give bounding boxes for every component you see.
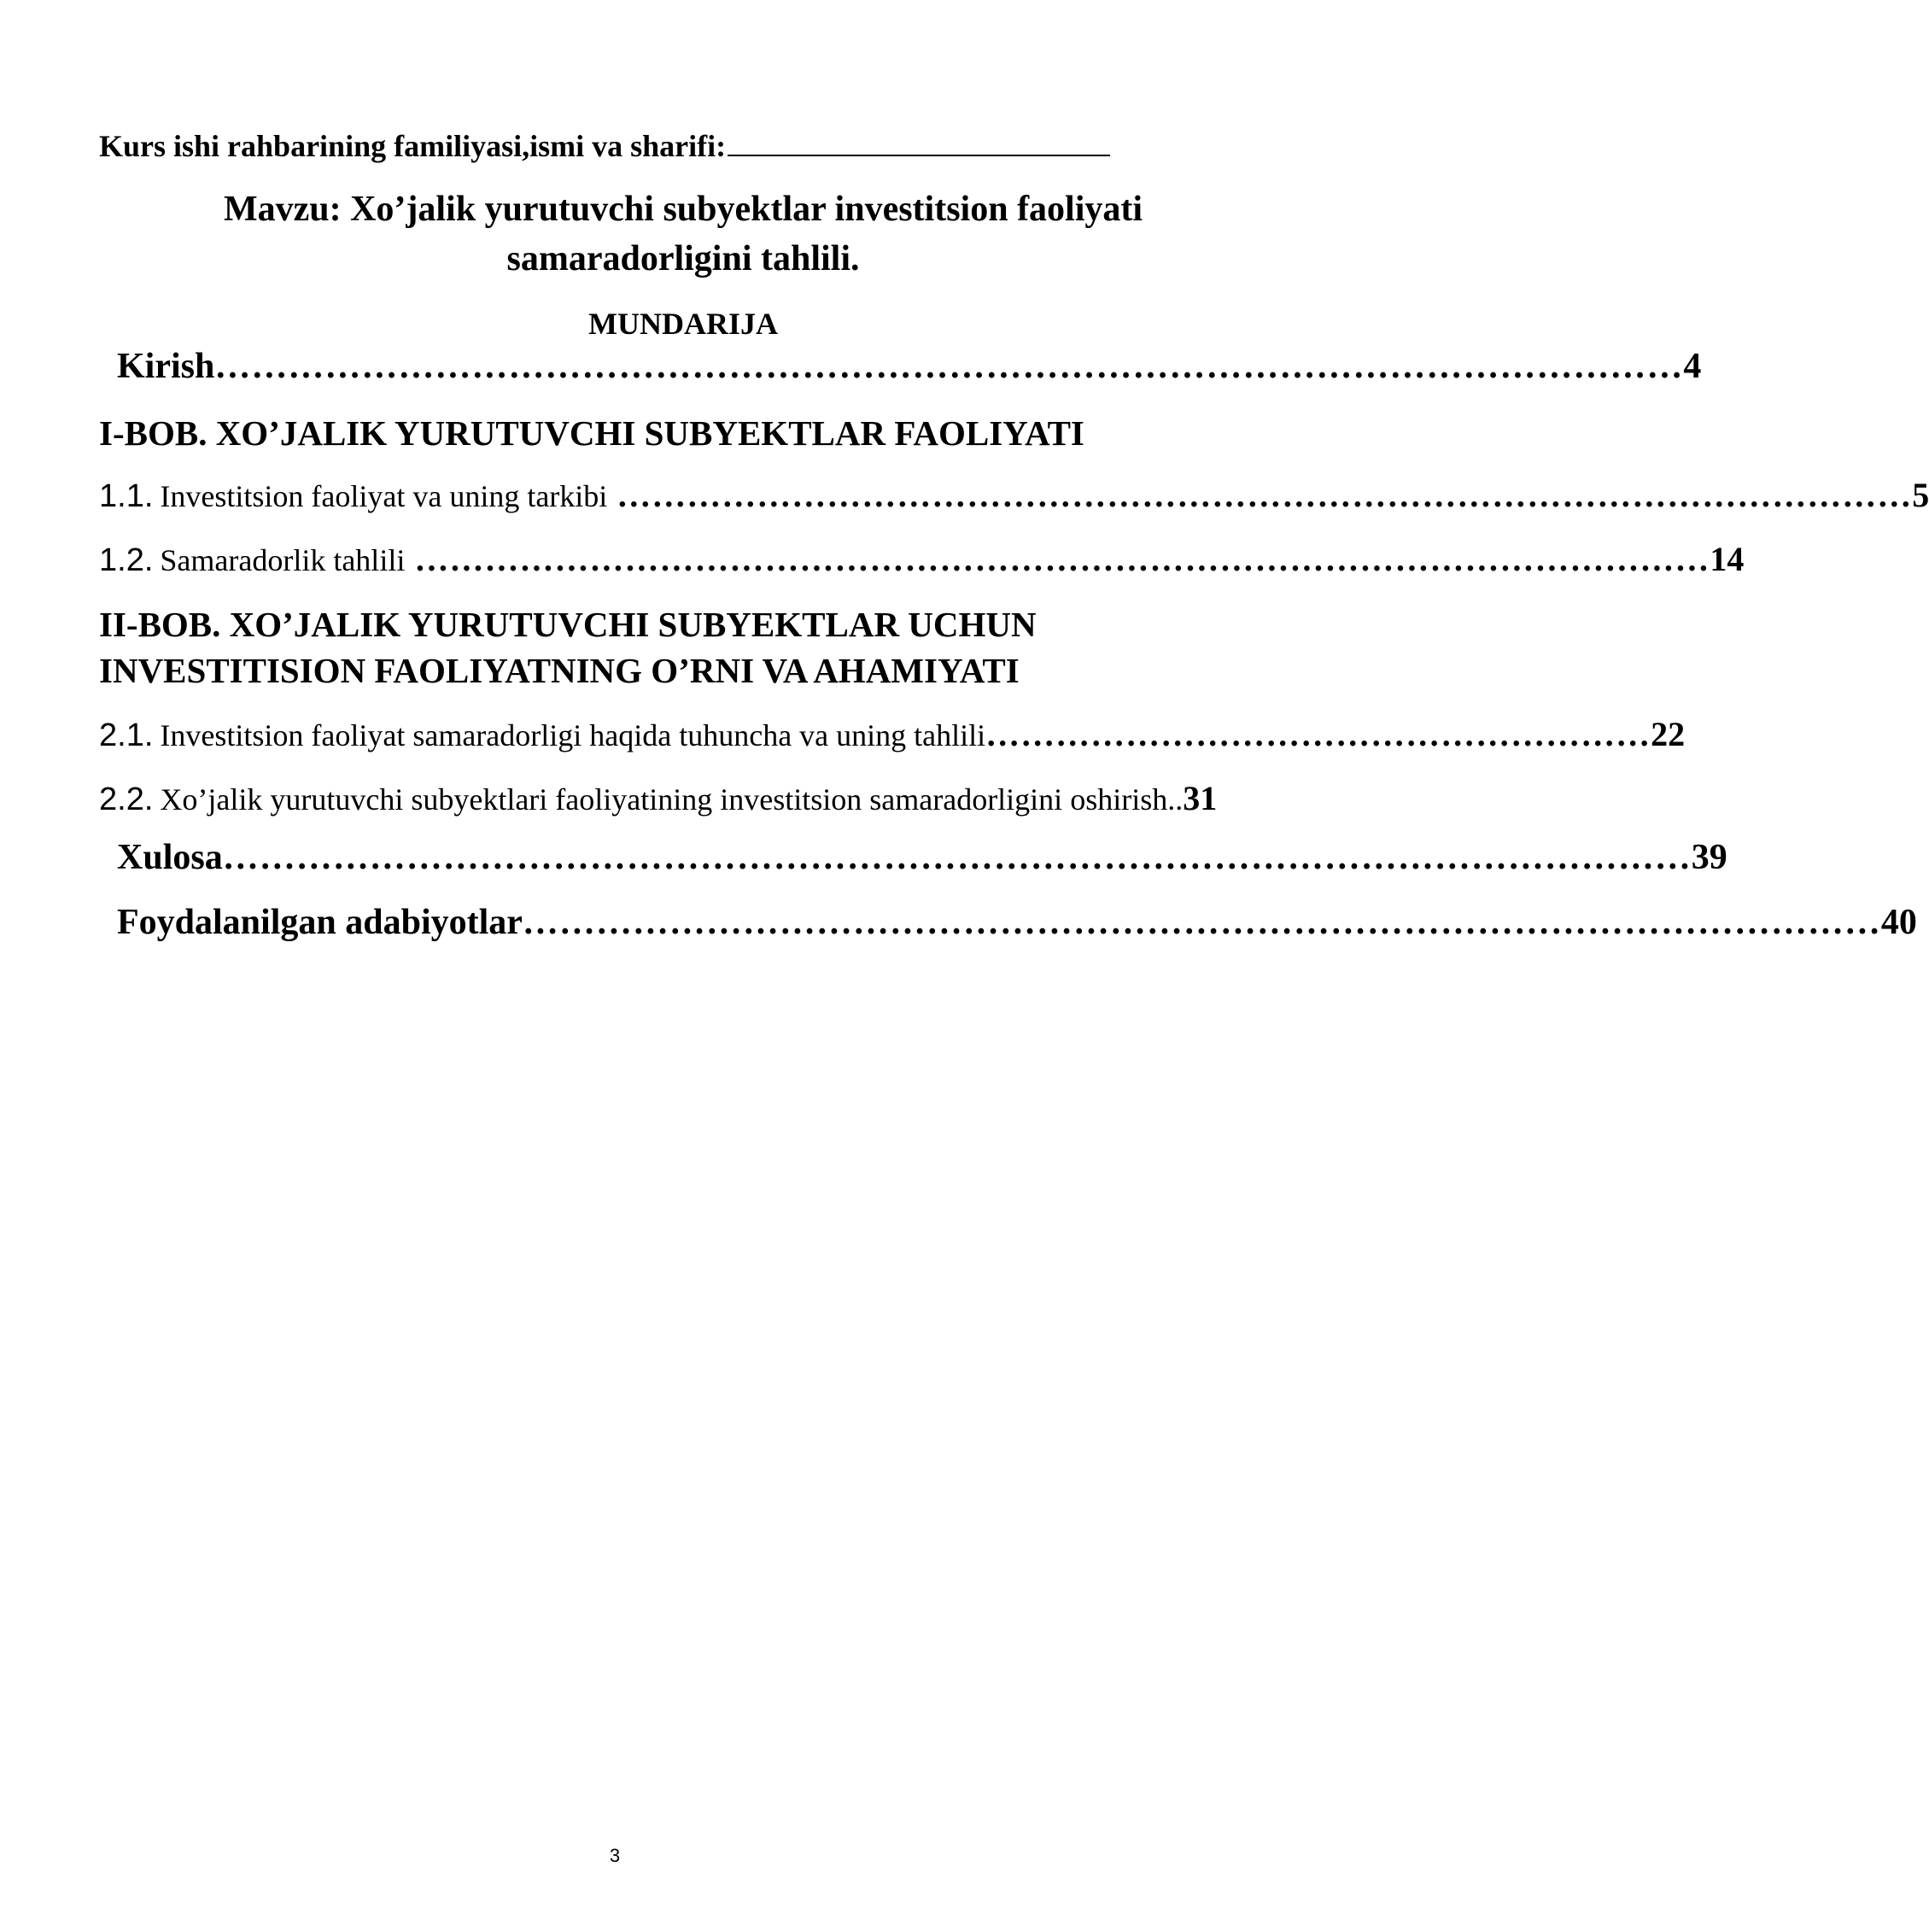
toc-entry-2-1 bbox=[99, 714, 1686, 754]
supervisor-label: Kurs ishi rahbarining familiyasi,ismi va sharifi: bbox=[99, 129, 727, 163]
toc-entry-1-2 bbox=[99, 539, 1745, 579]
page-number: 3 bbox=[609, 1845, 621, 1866]
dot-leader: ………………………………………………… bbox=[985, 715, 1651, 753]
toc-entry-kirish bbox=[117, 346, 1702, 387]
topic-title bbox=[0, 184, 1366, 284]
toc-chapter-2 bbox=[99, 601, 1277, 694]
toc-entry-page: 5 bbox=[1912, 476, 1929, 514]
dot-leader: ………………………………………………………………………………………………… bbox=[405, 540, 1710, 578]
toc-chapter-2-line-1: II-BOB. XO’JALIK YURUTUVCHI SUBYEKTLAR UCHUN bbox=[99, 605, 1037, 644]
toc-entry-label: Kirish bbox=[117, 347, 215, 386]
toc-chapter-1: I-BOB. XO’JALIK YURUTUVCHI SUBYEKTLAR FAOLIYATI bbox=[99, 413, 1084, 453]
toc-entry-number: 1.1. bbox=[99, 478, 154, 514]
dot-leader: ………………………………………………………………………………………………… bbox=[607, 476, 1913, 514]
dot-leader: ………………………………………………………………………………………………………… bbox=[214, 347, 1684, 386]
toc-entry-label: Xulosa bbox=[117, 838, 223, 877]
dot-leader: ………………………………………………………………………………………………… bbox=[522, 903, 1881, 942]
toc-entry-number: 2.1. bbox=[99, 717, 154, 753]
toc-entry-label: Foydalanilgan adabiyotlar bbox=[117, 903, 523, 942]
toc-entry-label: Xo’jalik yurutuvchi subyektlari faoliyatining investitsion samaradorligini oshirish.. bbox=[160, 782, 1184, 817]
toc-entry-page: 14 bbox=[1710, 540, 1745, 578]
toc-entry-xulosa bbox=[117, 837, 1727, 878]
toc-heading: MUNDARIJA bbox=[588, 307, 778, 341]
toc-entry-page: 39 bbox=[1691, 838, 1727, 877]
toc-entry-adabiyotlar bbox=[117, 902, 1917, 943]
toc-entry-number: 2.2. bbox=[99, 782, 154, 817]
toc-entry-label: Investitsion faoliyat samaradorligi haqida tuhuncha va uning tahlili bbox=[160, 718, 986, 752]
toc-entry-number: 1.2. bbox=[99, 542, 154, 578]
toc-entry-page: 4 bbox=[1683, 347, 1702, 386]
toc-chapter-2-line-2: INVESTITISION FAOLIYATNING O’RNI VA AHAMIYATI bbox=[99, 651, 1020, 690]
toc-entry-label: Investitsion faoliyat va uning tarkibi bbox=[160, 479, 608, 513]
toc-entry-page: 31 bbox=[1183, 779, 1218, 817]
toc-entry-page: 22 bbox=[1651, 715, 1686, 753]
toc-entry-label: Samaradorlik tahlili bbox=[160, 543, 406, 577]
signature-blank-line bbox=[728, 155, 1110, 156]
toc-entry-page: 40 bbox=[1880, 903, 1917, 942]
toc-entry-1-1 bbox=[99, 475, 1929, 515]
topic-line-1: Mavzu: Xo’jalik yurutuvchi subyektlar investitsion faoliyati bbox=[223, 190, 1143, 229]
topic-line-2: samaradorligini tahlili. bbox=[506, 239, 860, 278]
toc-entry-2-2 bbox=[99, 778, 1271, 818]
dot-leader: ………………………………………………………………………………………………………… bbox=[222, 838, 1692, 877]
supervisor-line bbox=[99, 128, 1110, 164]
